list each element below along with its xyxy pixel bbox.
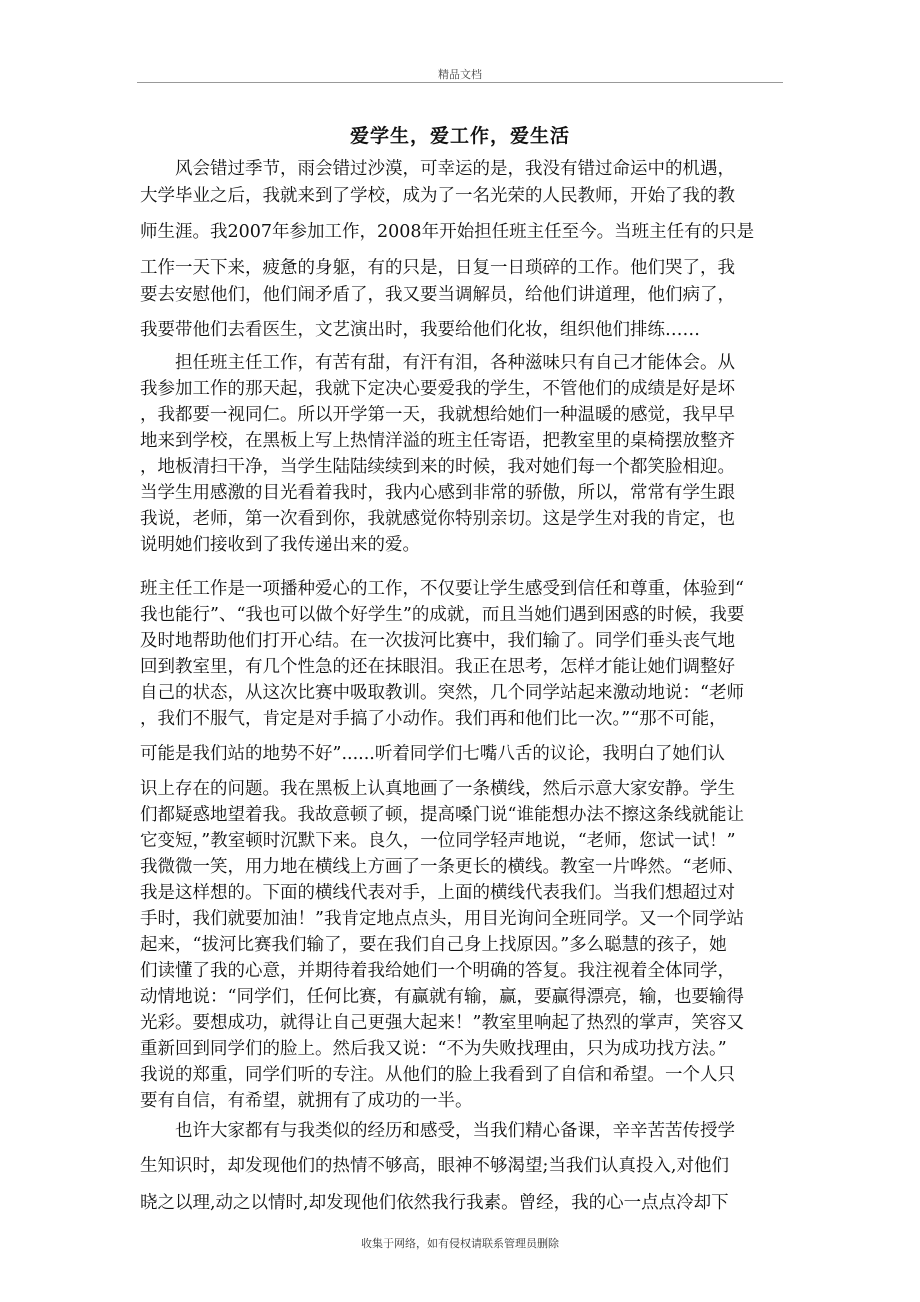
body-line: 要去安慰他们，他们闹矛盾了，我又要当调解员，给他们讲道理，他们病了， bbox=[140, 285, 735, 305]
body-line: 我也能行”、“我也可以做个好学生”的成就，而且当她们遇到困惑的时候，我要 bbox=[140, 605, 745, 625]
body-line: 我参加工作的那天起，我就下定决心要爱我的学生，不管他们的成绩是好是坏 bbox=[140, 379, 735, 399]
body-line: 及时地帮助他们打开心结。在一次拔河比赛中，我们输了。同学们垂头丧气地 bbox=[140, 631, 735, 651]
document-title: 爱学生，爱工作，爱生活 bbox=[349, 125, 570, 147]
body-line: 要有自信，有希望，就拥有了成功的一半。 bbox=[140, 1091, 473, 1111]
body-line: 们都疑惑地望着我。我故意顿了顿，提高嗓门说“谁能想办法不擦这条线就能让 bbox=[140, 805, 744, 825]
body-line: 我微微一笑，用力地在横线上方画了一条更长的横线。教室一片哗然。“老师、 bbox=[140, 857, 744, 877]
body-line: 我要带他们去看医生，文艺演出时，我要给他们化妆，组织他们排练…… bbox=[140, 320, 700, 340]
body-line: 们读懂了我的心意，并期待着我给她们一个明确的答复。我注视着全体同学， bbox=[140, 961, 735, 981]
body-line: ，我都要一视同仁。所以开学第一天，我就想给她们一种温暖的感觉，我早早 bbox=[140, 405, 735, 425]
body-line: 当学生用感激的目光看着我时，我内心感到非常的骄傲，所以，常常有学生跟 bbox=[140, 483, 735, 503]
body-line: 可能是我们站的地势不好”......听着同学们七嘴八舌的议论，我明白了她们认 bbox=[140, 744, 725, 764]
body-line: 手时，我们就要加油！”我肯定地点点头，用目光询问全班同学。又一个同学站 bbox=[140, 909, 744, 929]
body-line: 担任班主任工作，有苦有甜，有汗有泪，各种滋味只有自己才能体会。从 bbox=[140, 353, 735, 373]
body-line: 工作一天下来，疲惫的身躯，有的只是，日复一日琐碎的工作。他们哭了，我 bbox=[140, 258, 735, 278]
body-line: 我说，老师，第一次看到你，我就感觉你特别亲切。这是学生对我的肯定，也 bbox=[140, 509, 735, 529]
body-line: 说明她们接收到了我传递出来的爱。 bbox=[140, 535, 420, 555]
body-line: 自己的状态，从这次比赛中吸取教训。突然，几个同学站起来激动地说：“老师 bbox=[140, 683, 744, 703]
body-line: 光彩。要想成功，就得让自己更强大起来！”教室里响起了热烈的掌声，笑容又 bbox=[140, 1013, 744, 1033]
body-line: 起来，“拔河比赛我们输了，要在我们自己身上找原因。”多么聪慧的孩子，她 bbox=[140, 935, 727, 955]
body-line: 也许大家都有与我类似的经历和感受，当我们精心备课，辛辛苦苦传授学 bbox=[140, 1121, 735, 1141]
body-line: 风会错过季节，雨会错过沙漠，可幸运的是，我没有错过命运中的机遇， bbox=[140, 159, 735, 179]
body-line: 识上存在的问题。我在黑板上认真地画了一条横线，然后示意大家安静。学生 bbox=[140, 779, 735, 799]
body-line: 地来到学校，在黑板上写上热情洋溢的班主任寄语，把教室里的桌椅摆放整齐 bbox=[140, 431, 735, 451]
body-line: 回到教室里，有几个性急的还在抹眼泪。我正在思考，怎样才能让她们调整好 bbox=[140, 657, 735, 677]
body-line: 晓之以理,动之以情时,却发现他们依然我行我素。曾经，我的心一点点冷却下 bbox=[140, 1193, 729, 1213]
body-line: 班主任工作是一项播种爱心的工作，不仅要让学生感受到信任和尊重，体验到“ bbox=[140, 579, 744, 599]
body-line: 师生涯。我2007年参加工作，2008年开始担任班主任至今。当班主任有的只是 bbox=[140, 222, 755, 242]
body-line: 动情地说：“同学们，任何比赛，有赢就有输，赢，要赢得漂亮，输，也要输得 bbox=[140, 987, 744, 1007]
body-line: 它变短，”教室顿时沉默下来。良久，一位同学轻声地说，“老师，您试一试！” bbox=[140, 831, 736, 851]
body-line: ，我们不服气，肯定是对手搞了小动作。我们再和他们比一次。”“那不可能， bbox=[140, 709, 727, 729]
page-footer: 收集于网络，如有侵权请联系管理员删除 bbox=[361, 1237, 559, 1250]
body-line: 重新回到同学们的脸上。然后我又说：“不为失败找理由，只为成功找方法。” bbox=[140, 1039, 727, 1059]
body-line: 我说的郑重，同学们听的专注。从他们的脸上我看到了自信和希望。一个人只 bbox=[140, 1065, 735, 1085]
body-line: 大学毕业之后，我就来到了学校，成为了一名光荣的人民教师，开始了我的教 bbox=[140, 186, 735, 206]
body-line: ，地板清扫干净，当学生陆陆续续到来的时候，我对她们每一个都笑脸相迎。 bbox=[140, 457, 735, 477]
body-line: 我是这样想的。下面的横线代表对手，上面的横线代表我们。当我们想超过对 bbox=[140, 883, 735, 903]
page-header: 精品文档 bbox=[438, 68, 482, 81]
body-line: 生知识时，却发现他们的热情不够高，眼神不够渴望;当我们认真投入,对他们 bbox=[140, 1156, 729, 1176]
header-divider bbox=[137, 82, 783, 83]
